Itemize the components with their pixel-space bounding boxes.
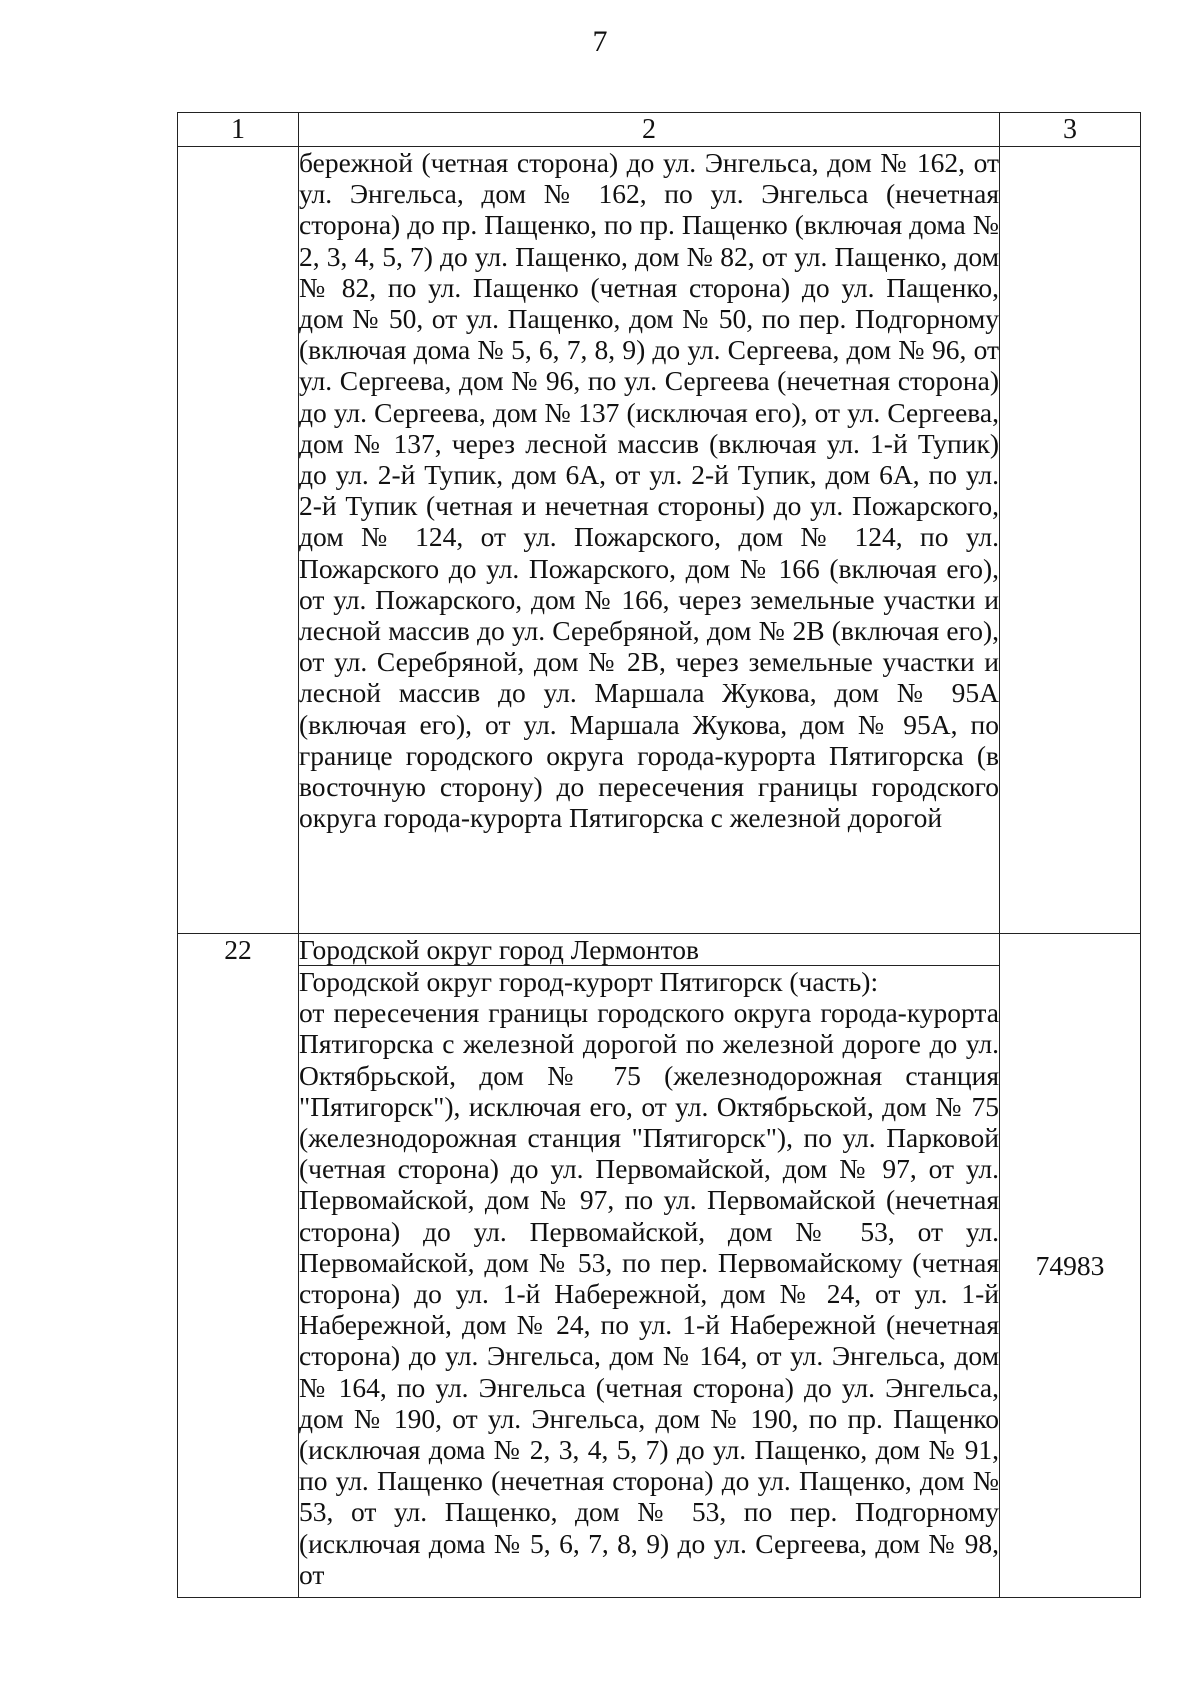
continued-row-voters-cell [1000,147,1141,934]
table-row-22-body [178,966,1141,1598]
continued-row-description-cell [299,147,1000,934]
continued-row-number-cell [178,147,299,934]
table-header-row [178,113,1141,147]
column-header-2: 2 [299,113,1000,147]
row-22-heading: Городской округ город-курорт Пятигорск (часть): [299,966,879,997]
column-header-3: 3 [1000,113,1141,147]
row-22-voters-cell: 74983 [1000,934,1141,1598]
table-row-continued [178,147,1141,934]
page-number: 7 [592,25,608,58]
continued-row-description: бережной (четная сторона) до ул. Энгельса, дом № 162, от ул. Энгельса, дом № 162, по ул. Энгельса (нечетная сторона) до пр. Пащенко, по пр. Пащенко (включая дома № 2, 3, 4, 5, 7) до ул. Пащенко, дом № 82, от ул. Пащенко, дом № 82, по ул. Пащенко (четная сторона) до ул. Пащенко, дом № 50, от ул. Пащенко, дом № 50, по пер. Подгорному (включая дома № 5, 6, 7, 8, 9) до ул. Сергеева, дом № 96, от ул. Сергеева, дом № 96, по ул. Сергеева (нечетная сторона) до ул. Сергеева, дом № 137 (исключая его), от ул. Сергеева, дом № 137, через лесной массив (включая ул. 1-й Тупик) до ул. 2-й Тупик, дом 6А, от ул. 2-й Тупик, дом 6А, по ул. 2-й Тупик (четная и нечетная стороны) до ул. Пожарского, дом № 124, от ул. Пожарского, дом № 124, по ул. Пожарского до ул. Пожарского, дом № 166 (включая его), от ул. Пожарского, дом № 166, через земельные участки и лесной массив до ул. Серебряной, дом № 2В (включая его), от ул. Серебряной, дом № 2В, через земельные участки и лесной массив до ул. Маршала Жукова, дом № 95А (включая его), от ул. Маршала Жукова, дом № 95А, по границе городского округа города-курорта Пятигорска (в восточную сторону) до пересечения границы городского округа города-курорта Пятигорска с железной дорогой [299,147,999,834]
table-row-22-subheader [178,934,1141,966]
district-table [177,112,1141,1598]
row-22-number-cell: 22 [178,934,299,1598]
row-22-district-name: Городской округ город Лермонтов [299,934,1000,966]
row-22-description: от пересечения границы городского округа города-курорта Пятигорска с железной дорогой по железной дороге до ул. Октябрьской, дом № 75 (железнодорожная станция "Пятигорск"), исключая его, от ул. Октябрьской, дом № 75 (железнодорожная станция "Пятигорск"), по ул. Парковой (четная сторона) до ул. Первомайской, дом № 97, от ул. Первомайской, дом № 97, по ул. Первомайской (нечетная сторона) до ул. Первомайской, дом № 53, от ул. Первомайской, дом № 53, по пер. Первомайскому (четная сторона) до ул. 1-й Набережной, дом № 24, от ул. 1-й Набережной, дом № 24, по ул. 1-й Набережной (нечетная сторона) до ул. Энгельса, дом № 164, от ул. Энгельса, дом № 164, по ул. Энгельса (четная сторона) до ул. Энгельса, дом № 190, от ул. Энгельса, дом № 190, по пр. Пащенко (исключая дома № 2, 3, 4, 5, 7) до ул. Пащенко, дом № 91, по ул. Пащенко (нечетная сторона) до ул. Пащенко, дом № 53, от ул. Пащенко, дом № 53, по пер. Подгорному (исключая дома № 5, 6, 7, 8, 9) до ул. Сергеева, дом № 98, от [299,997,999,1590]
column-header-1: 1 [178,113,299,147]
row-22-description-cell [299,966,1000,1598]
